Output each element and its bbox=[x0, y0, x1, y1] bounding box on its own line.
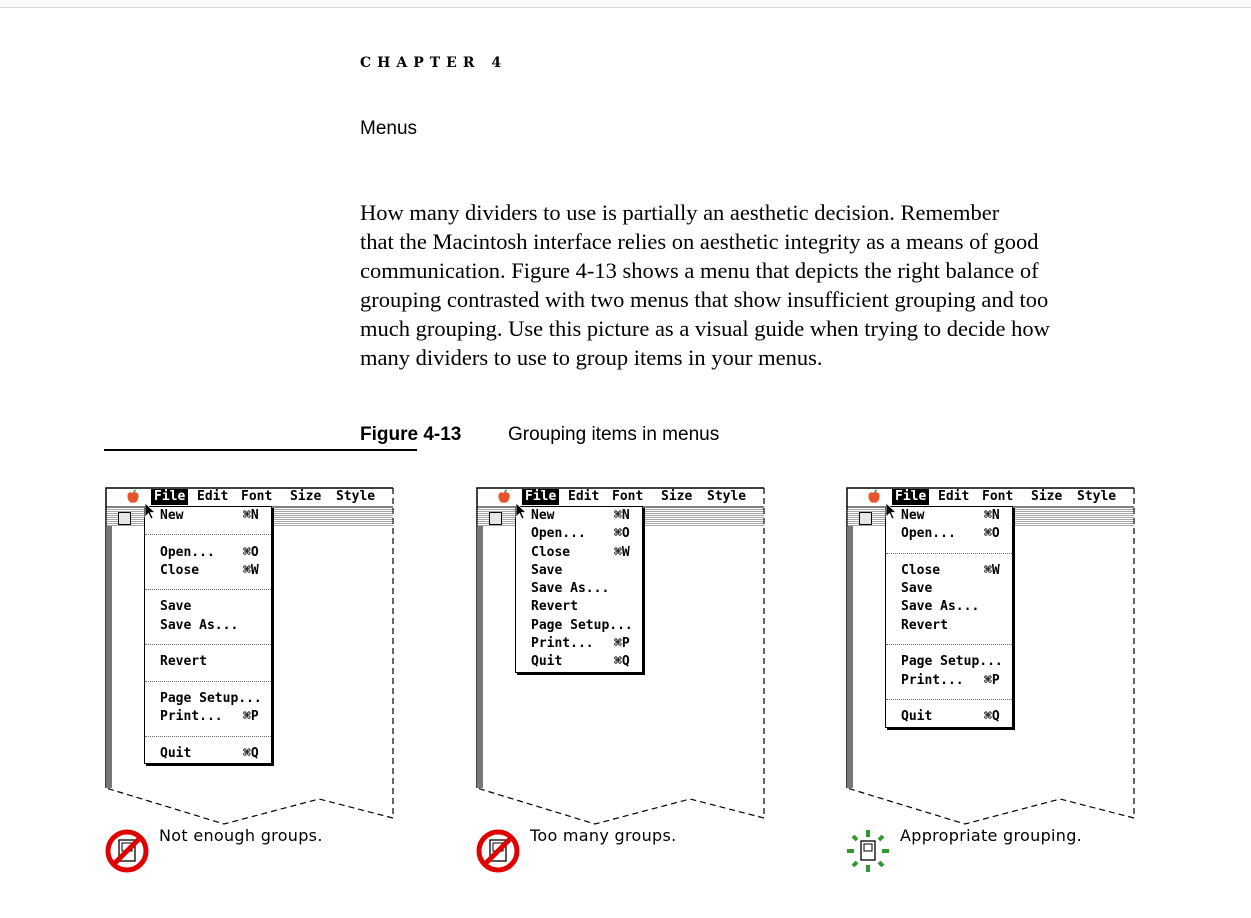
menu-item-shortcut: ⌘W bbox=[984, 562, 1000, 578]
menu-item[interactable] bbox=[516, 635, 642, 653]
menu-bar-item-file[interactable]: File bbox=[892, 489, 929, 505]
window-left-border bbox=[477, 526, 483, 788]
menu-item[interactable] bbox=[145, 544, 271, 562]
menu-item[interactable] bbox=[886, 653, 1012, 671]
menu-item-shortcut: ⌘W bbox=[243, 562, 259, 578]
approved-mac-icon bbox=[845, 828, 891, 874]
menu-item[interactable] bbox=[145, 653, 271, 671]
figure-panel-not-enough bbox=[104, 486, 396, 845]
menu-bar-item-style[interactable]: Style bbox=[336, 489, 376, 504]
menu-item-shortcut: ⌘O bbox=[614, 526, 630, 542]
menu-item-label: Save bbox=[160, 599, 192, 615]
menu-item-shortcut: ⌘Q bbox=[614, 654, 630, 670]
menu-item-shortcut: ⌘W bbox=[614, 544, 630, 560]
menu-item-shortcut: ⌘P bbox=[984, 672, 1000, 688]
menu-item-shortcut: ⌘O bbox=[243, 544, 259, 560]
menu-item[interactable] bbox=[886, 708, 1012, 726]
menu-item[interactable] bbox=[516, 507, 642, 525]
menu-item-shortcut: ⌘N bbox=[614, 508, 630, 523]
menu-item[interactable] bbox=[145, 745, 271, 763]
menu-bar-item-file[interactable]: File bbox=[151, 489, 188, 505]
menu-divider bbox=[145, 635, 271, 653]
menu-item-label: Save As... bbox=[531, 581, 610, 597]
menu-item-label: Page Setup... bbox=[531, 617, 633, 633]
menu-item[interactable] bbox=[516, 653, 642, 671]
figure-panel-appropriate bbox=[845, 486, 1137, 845]
body-paragraph bbox=[360, 198, 1150, 372]
menu-item-label: Print... bbox=[901, 672, 964, 688]
menu-divider bbox=[145, 672, 271, 690]
figure-panel-too-many bbox=[475, 486, 767, 845]
menu-item-label: New bbox=[901, 508, 925, 523]
apple-logo-icon bbox=[867, 489, 881, 508]
menu-bar-item-edit[interactable]: Edit bbox=[938, 489, 970, 504]
menu-item-label: New bbox=[160, 508, 184, 523]
panel-caption: Too many groups. bbox=[530, 826, 677, 845]
menu-item-label: Print... bbox=[531, 636, 594, 652]
menu-item-label: Save As... bbox=[160, 617, 239, 633]
body-line: communication. Figure 4-13 shows a menu that depicts the right balance of bbox=[360, 258, 1039, 283]
body-line: much grouping. Use this picture as a visual guide when trying to decide how bbox=[360, 316, 1050, 341]
menu-item-label: Quit bbox=[901, 709, 933, 725]
menu-item-label: Page Setup... bbox=[901, 654, 1003, 670]
figure-rule bbox=[104, 449, 417, 451]
menu-item-label: Quit bbox=[160, 745, 192, 761]
section-title: Menus bbox=[360, 118, 418, 139]
menu-item-label: Revert bbox=[531, 599, 578, 615]
body-line: many dividers to use to group items in your menus. bbox=[360, 345, 823, 370]
menu-item-label: Open... bbox=[531, 526, 586, 542]
menu-item-shortcut: ⌘N bbox=[243, 508, 259, 523]
panel-caption: Not enough groups. bbox=[159, 826, 323, 845]
menu-item-label: Close bbox=[531, 544, 571, 560]
menu-item[interactable] bbox=[886, 598, 1012, 616]
menu-item-label: Close bbox=[901, 562, 941, 578]
menu-item-label: Print... bbox=[160, 709, 223, 725]
menu-bar-item-font[interactable]: Font bbox=[241, 489, 273, 504]
menu-divider bbox=[886, 635, 1012, 653]
menu-bar-item-style[interactable]: Style bbox=[707, 489, 747, 504]
menu-bar-item-style[interactable]: Style bbox=[1077, 489, 1117, 504]
menu-item[interactable] bbox=[145, 617, 271, 635]
file-menu-dropdown bbox=[885, 506, 1013, 728]
body-line: that the Macintosh interface relies on aesthetic integrity as a means of good bbox=[360, 229, 1039, 254]
menu-item[interactable] bbox=[145, 562, 271, 580]
menu-divider bbox=[886, 690, 1012, 708]
menu-item[interactable] bbox=[886, 562, 1012, 580]
body-line: grouping contrasted with two menus that show insufficient grouping and too bbox=[360, 287, 1049, 312]
window-close-box bbox=[118, 512, 131, 525]
menu-bar-item-size[interactable]: Size bbox=[661, 489, 693, 504]
menu-item-shortcut: ⌘O bbox=[984, 526, 1000, 542]
menu-item-label: Quit bbox=[531, 654, 563, 670]
window-close-box bbox=[489, 512, 502, 525]
no-sign-icon bbox=[475, 828, 521, 874]
menu-divider bbox=[145, 727, 271, 745]
menu-item[interactable] bbox=[145, 598, 271, 616]
menu-item[interactable] bbox=[886, 525, 1012, 543]
window-left-border bbox=[106, 526, 112, 788]
menu-item-label: Close bbox=[160, 562, 200, 578]
mouse-pointer-icon bbox=[885, 502, 899, 522]
menu-item[interactable] bbox=[516, 525, 642, 543]
menu-item[interactable] bbox=[886, 507, 1012, 525]
menu-divider bbox=[145, 580, 271, 598]
menu-item-shortcut: ⌘Q bbox=[243, 745, 259, 761]
menu-item[interactable] bbox=[886, 617, 1012, 635]
figure-label: Figure 4-13 bbox=[360, 424, 462, 445]
menu-item-shortcut: ⌘N bbox=[984, 508, 1000, 523]
menu-item-shortcut: ⌘P bbox=[243, 709, 259, 725]
apple-logo-icon bbox=[497, 489, 511, 508]
menu-item-label: Open... bbox=[901, 526, 956, 542]
menu-bar-item-file[interactable]: File bbox=[522, 489, 559, 505]
menu-item-label: Save bbox=[901, 581, 933, 597]
menu-item-label: Save bbox=[531, 562, 563, 578]
panel-caption: Appropriate grouping. bbox=[900, 826, 1083, 845]
menu-bar-item-size[interactable]: Size bbox=[290, 489, 322, 504]
menu-item[interactable] bbox=[516, 580, 642, 598]
menu-item-label: New bbox=[531, 508, 555, 523]
file-menu-dropdown bbox=[515, 506, 643, 673]
menu-item[interactable] bbox=[516, 617, 642, 635]
menu-item-label: Save As... bbox=[901, 599, 980, 615]
mouse-pointer-icon bbox=[144, 502, 158, 522]
menu-bar-item-font[interactable]: Font bbox=[982, 489, 1014, 504]
menu-item[interactable] bbox=[516, 562, 642, 580]
menu-item[interactable] bbox=[516, 598, 642, 616]
menu-item-label: Open... bbox=[160, 544, 215, 560]
viewer-top-edge bbox=[0, 0, 1251, 8]
menu-item[interactable] bbox=[145, 690, 271, 708]
body-line: How many dividers to use is partially an aesthetic decision. Remember bbox=[360, 200, 1000, 225]
chapter-label: CHAPTER 4 bbox=[360, 55, 508, 71]
menu-item[interactable] bbox=[145, 507, 271, 525]
menu-divider bbox=[886, 544, 1012, 562]
mouse-pointer-icon bbox=[515, 502, 529, 522]
figure-title: Grouping items in menus bbox=[508, 424, 720, 445]
menu-item[interactable] bbox=[145, 708, 271, 726]
window-left-border bbox=[847, 526, 853, 788]
menu-item-label: Page Setup... bbox=[160, 690, 262, 706]
menu-item-label: Revert bbox=[901, 617, 948, 633]
no-sign-icon bbox=[104, 828, 150, 874]
menu-item[interactable] bbox=[516, 544, 642, 562]
menu-bar-item-size[interactable]: Size bbox=[1031, 489, 1063, 504]
menu-divider bbox=[145, 525, 271, 543]
menu-item-shortcut: ⌘Q bbox=[984, 709, 1000, 725]
menu-item-label: Revert bbox=[160, 654, 207, 670]
menu-bar-item-font[interactable]: Font bbox=[612, 489, 644, 504]
file-menu-dropdown bbox=[144, 506, 272, 764]
menu-bar-item-edit[interactable]: Edit bbox=[568, 489, 600, 504]
apple-logo-icon bbox=[126, 489, 140, 508]
menu-item[interactable] bbox=[886, 672, 1012, 690]
menu-item[interactable] bbox=[886, 580, 1012, 598]
window-close-box bbox=[859, 512, 872, 525]
menu-bar-item-edit[interactable]: Edit bbox=[197, 489, 229, 504]
menu-item-shortcut: ⌘P bbox=[614, 636, 630, 652]
